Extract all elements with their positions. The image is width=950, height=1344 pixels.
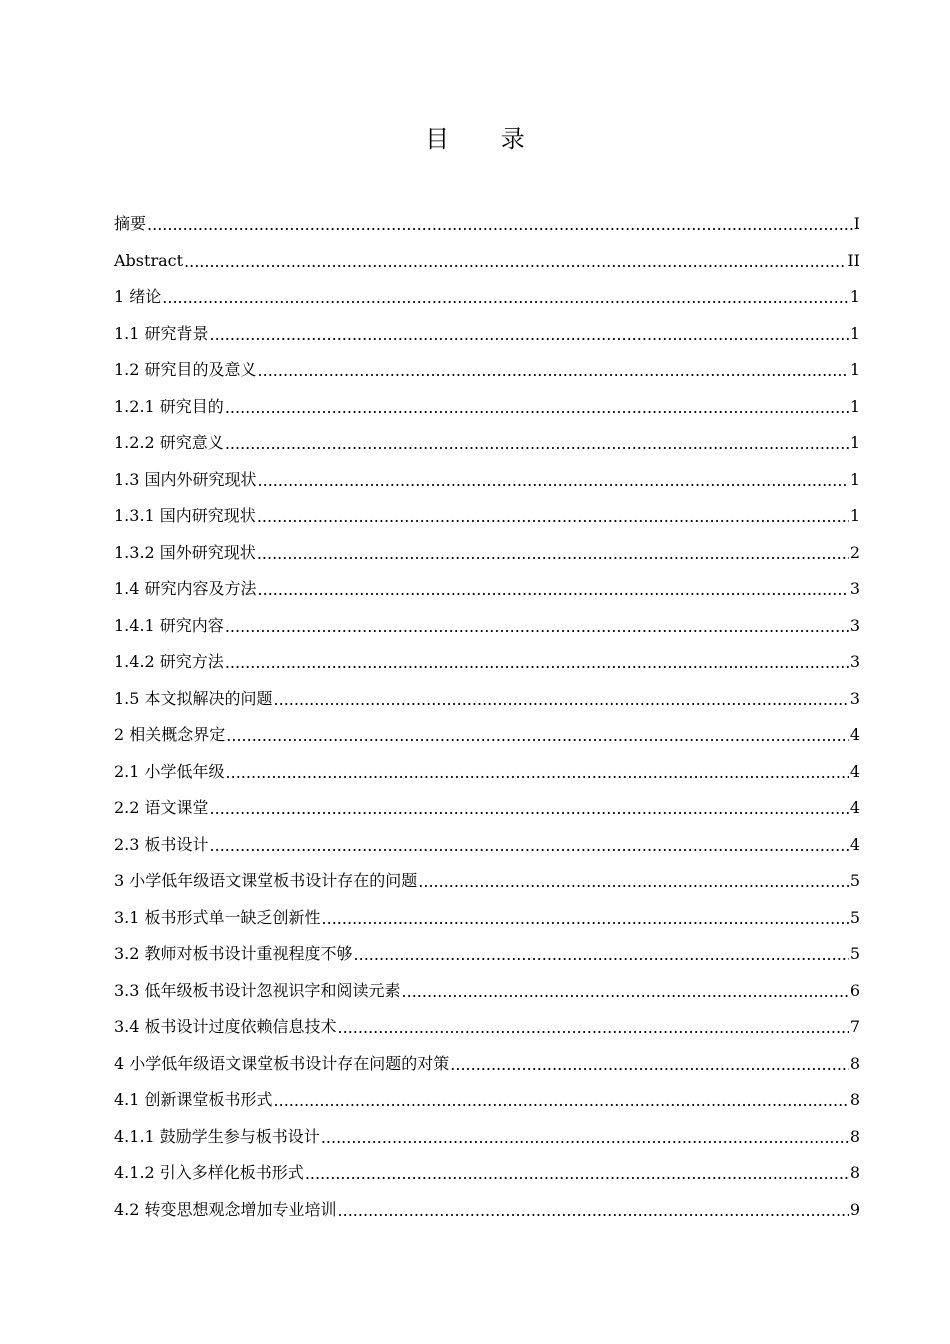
toc-entry-label: 3.2 教师对板书设计重视程度不够: [114, 944, 353, 964]
toc-entry[interactable]: [114, 389, 860, 426]
toc-entry-label: 2 相关概念界定: [114, 725, 226, 745]
toc-entry-page: 3: [849, 615, 860, 635]
toc-entry-label: 2.2 语文课堂: [114, 798, 209, 818]
toc-entry[interactable]: [114, 1046, 860, 1083]
toc-leader-dots: [258, 471, 849, 491]
toc-leader-dots: [258, 361, 849, 381]
toc-entry-page: II: [847, 250, 860, 270]
toc-entry-page: 1: [849, 360, 860, 380]
toc-leader-dots: [402, 982, 849, 1002]
toc-leader-dots: [257, 544, 849, 564]
toc-leader-dots: [184, 252, 846, 272]
toc-leader-dots: [162, 288, 849, 308]
toc-leader-dots: [258, 580, 849, 600]
toc-entry-label: 4 小学低年级语文课堂板书设计存在问题的对策: [114, 1053, 450, 1073]
toc-entry-label: 2.1 小学低年级: [114, 761, 225, 781]
toc-entry-page: 1: [849, 287, 860, 307]
toc-entry-label: 4.1.1 鼓励学生参与板书设计: [114, 1126, 320, 1146]
toc-entry-page: 4: [849, 834, 860, 854]
toc-entry[interactable]: [114, 900, 860, 937]
toc-entry-label: 1.5 本文拟解决的问题: [114, 688, 273, 708]
toc-leader-dots: [257, 507, 849, 527]
toc-leader-dots: [274, 690, 849, 710]
toc-entry-page: 3: [849, 688, 860, 708]
toc-entry[interactable]: [114, 243, 860, 280]
toc-entry-page: 1: [849, 323, 860, 343]
toc-entry[interactable]: [114, 608, 860, 645]
toc-entry[interactable]: [114, 1009, 860, 1046]
toc-leader-dots: [338, 1201, 849, 1221]
toc-entry[interactable]: [114, 790, 860, 827]
toc-entry-label: 1.4.2 研究方法: [114, 652, 224, 672]
toc-entry-page: 8: [849, 1090, 860, 1110]
toc-entry-label: 1.1 研究背景: [114, 323, 209, 343]
toc-list: [114, 206, 860, 1228]
toc-entry[interactable]: [114, 206, 860, 243]
toc-leader-dots: [305, 1164, 849, 1184]
toc-leader-dots: [210, 836, 849, 856]
toc-entry-page: 1: [849, 433, 860, 453]
toc-entry[interactable]: [114, 827, 860, 864]
toc-entry-page: 6: [849, 980, 860, 1000]
toc-entry[interactable]: [114, 498, 860, 535]
toc-entry-label: 3.4 板书设计过度依赖信息技术: [114, 1017, 337, 1037]
toc-entry[interactable]: [114, 571, 860, 608]
toc-entry-label: 2.3 板书设计: [114, 834, 209, 854]
toc-leader-dots: [210, 325, 849, 345]
toc-leader-dots: [226, 763, 849, 783]
toc-entry-label: 4.1 创新课堂板书形式: [114, 1090, 273, 1110]
toc-entry[interactable]: [114, 754, 860, 791]
toc-entry[interactable]: [114, 717, 860, 754]
toc-entry-page: 8: [849, 1163, 860, 1183]
toc-entry-page: 1: [849, 469, 860, 489]
toc-leader-dots: [450, 1055, 849, 1075]
toc-entry-label: 1.4 研究内容及方法: [114, 579, 257, 599]
toc-entry-page: 5: [849, 944, 860, 964]
toc-entry-label: 摘要: [114, 214, 147, 234]
toc-entry[interactable]: [114, 425, 860, 462]
toc-entry-label: 1 绪论: [114, 287, 162, 307]
toc-entry-page: 3: [849, 652, 860, 672]
toc-entry-page: 4: [849, 725, 860, 745]
toc-entry[interactable]: [114, 279, 860, 316]
toc-entry[interactable]: [114, 352, 860, 389]
toc-entry-label: 1.2 研究目的及意义: [114, 360, 257, 380]
toc-entry-page: 2: [849, 542, 860, 562]
toc-entry[interactable]: [114, 462, 860, 499]
toc-entry-label: 1.3 国内外研究现状: [114, 469, 257, 489]
toc-leader-dots: [226, 726, 849, 746]
toc-leader-dots: [147, 215, 853, 235]
toc-entry-page: 4: [849, 761, 860, 781]
toc-entry[interactable]: [114, 681, 860, 718]
toc-leader-dots: [225, 653, 849, 673]
toc-leader-dots: [225, 617, 849, 637]
toc-entry-label: 1.2.2 研究意义: [114, 433, 224, 453]
toc-entry[interactable]: [114, 863, 860, 900]
toc-leader-dots: [321, 1128, 849, 1148]
toc-entry-label: 1.3.1 国内研究现状: [114, 506, 256, 526]
toc-leader-dots: [338, 1018, 849, 1038]
toc-entry-label: 3.3 低年级板书设计忽视识字和阅读元素: [114, 980, 401, 1000]
toc-entry[interactable]: [114, 1192, 860, 1229]
toc-entry-page: 8: [849, 1126, 860, 1146]
toc-entry-page: 7: [849, 1017, 860, 1037]
toc-entry-label: 1.4.1 研究内容: [114, 615, 224, 635]
toc-entry-label: 1.2.1 研究目的: [114, 396, 224, 416]
toc-entry[interactable]: [114, 1082, 860, 1119]
toc-leader-dots: [210, 799, 849, 819]
toc-entry-page: 1: [849, 506, 860, 526]
toc-entry[interactable]: [114, 1119, 860, 1156]
toc-entry[interactable]: [114, 644, 860, 681]
toc-leader-dots: [322, 909, 849, 929]
toc-entry-label: 3.1 板书形式单一缺乏创新性: [114, 907, 321, 927]
toc-entry-page: 8: [849, 1053, 860, 1073]
toc-leader-dots: [418, 872, 849, 892]
toc-entry-page: 4: [849, 798, 860, 818]
toc-entry-label: 3 小学低年级语文课堂板书设计存在的问题: [114, 871, 418, 891]
toc-title: 目 录: [425, 125, 547, 153]
toc-entry-page: 5: [849, 871, 860, 891]
toc-leader-dots: [225, 434, 849, 454]
toc-entry-page: 5: [849, 907, 860, 927]
toc-entry-label: 4.2 转变思想观念增加专业培训: [114, 1199, 337, 1219]
toc-entry-label: 4.1.2 引入多样化板书形式: [114, 1163, 304, 1183]
toc-entry[interactable]: [114, 936, 860, 973]
toc-entry-page: 3: [849, 579, 860, 599]
toc-entry[interactable]: [114, 535, 860, 572]
toc-leader-dots: [354, 945, 849, 965]
toc-entry[interactable]: [114, 316, 860, 353]
toc-entry-label: 1.3.2 国外研究现状: [114, 542, 256, 562]
toc-entry-page: 1: [849, 396, 860, 416]
toc-entry-label: Abstract: [114, 250, 184, 270]
toc-entry[interactable]: [114, 1155, 860, 1192]
toc-entry[interactable]: [114, 973, 860, 1010]
toc-leader-dots: [225, 398, 849, 418]
toc-leader-dots: [274, 1091, 849, 1111]
toc-entry-page: I: [853, 214, 860, 234]
toc-entry-page: 9: [849, 1199, 860, 1219]
